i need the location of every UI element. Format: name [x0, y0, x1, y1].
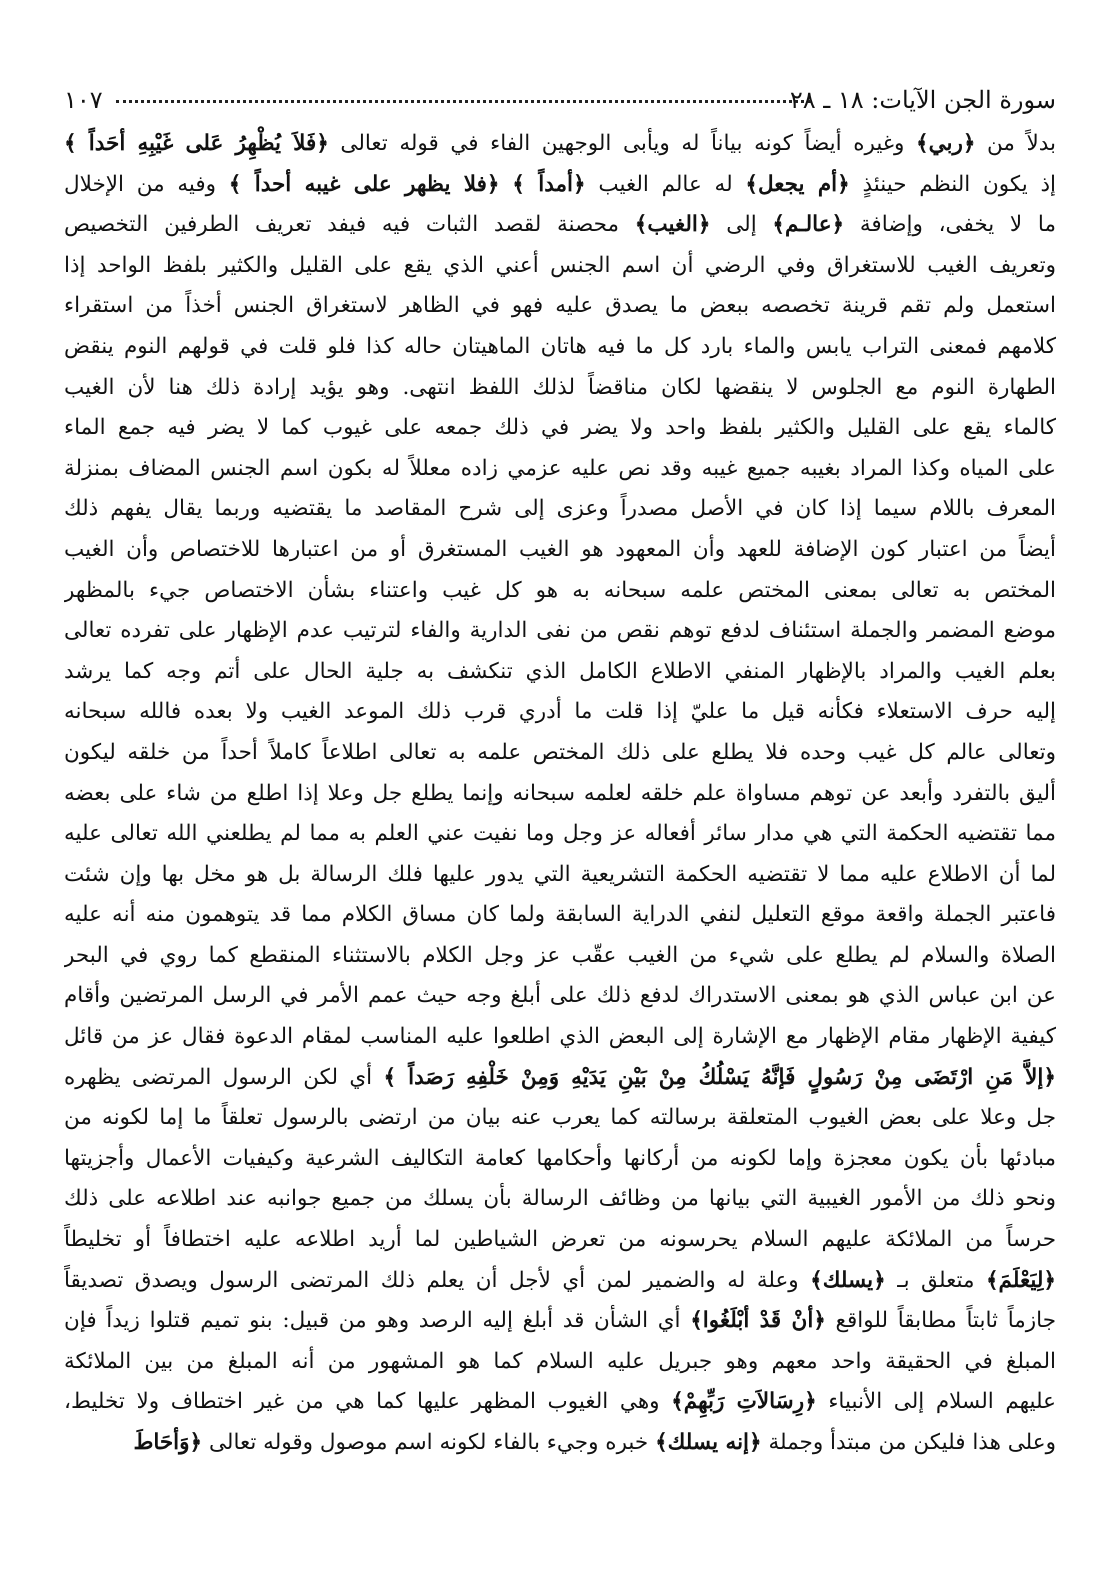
text-line	[64, 692, 1056, 733]
text-line	[64, 408, 1056, 449]
text-run: له عالم الغيب	[585, 171, 746, 197]
text-line	[64, 1058, 1056, 1099]
text-line	[64, 1301, 1056, 1342]
text-run: إذ يكون النظم حينئذٍ	[849, 171, 1056, 197]
text-run: خبره وجيء بالفاء لكونه اسم موصول وقوله تعالى	[202, 1430, 656, 1455]
text-line	[64, 855, 1056, 896]
text-run: فاعتبر الجملة واقعة موقع التعليل لنفي الدراية السابقة ولما كان مساق الكلام مما قد يتوهمون منه أنه عليه	[64, 902, 1056, 928]
quran-quote: ﴿ربي﴾	[915, 131, 976, 156]
text-run: على المياه وكذا المراد بغيبه جميع غيبه وقد نص عليه عزمي زاده معللاً له بكون اسم الجنس المضاف بمنزلة	[64, 455, 1056, 481]
text-run: وهي الغيوب المظهر عليها كما هي من غير اختطاف ولا تخليط،	[64, 1389, 672, 1415]
text-line	[64, 976, 1056, 1017]
text-run: وفيه من الإخلال	[64, 171, 229, 197]
quran-quote: ﴿الغيب﴾	[634, 212, 711, 238]
text-line	[64, 1382, 1056, 1423]
text-line	[64, 571, 1056, 612]
text-run: إليه حرف الاستعلاء فكأنه قيل ما عليّ إذا قلت ما أدري قرب ذلك الموعد الغيب ولا بعده فالله سبحانه	[64, 699, 1056, 725]
text-line	[64, 449, 1056, 490]
text-line	[64, 814, 1056, 855]
text-line	[64, 652, 1056, 693]
text-run: حرساً من الملائكة عليهم السلام يحرسونه من تعرض الشياطين لما أريد اطلاعه عليه اختطافاً أو تخليطاً	[64, 1227, 1056, 1253]
text-line	[64, 124, 1056, 165]
quran-quote: ﴿يسلك﴾	[810, 1267, 886, 1293]
quran-quote: ﴿وَأحَاطَ	[133, 1430, 203, 1455]
text-line	[64, 1261, 1056, 1302]
text-run: كلامهم فمعنى التراب يابس والماء بارد كل ما فيه هاتان الماهيتان حاله كذا فلو قلت في قولهم النوم ينقض	[64, 333, 1056, 359]
text-run: كيفية الإظهار مقام الإظهار مع الإشارة إلى البعض الذي اطلعوا عليه المناسب لمقام الدعوة فقال عز من قائل	[64, 1024, 1056, 1050]
text-run: عليهم السلام إلى الأنبياء	[816, 1389, 1056, 1415]
text-run: ما لا يخفى، وإضافة	[844, 212, 1056, 238]
text-run: وغيره أيضاً كونه بياناً له ويأبى الوجهين الفاء في قوله تعالى	[328, 131, 916, 156]
dot-leader	[116, 100, 811, 103]
quran-quote: ﴿لِيَعْلَمَ﴾	[985, 1267, 1056, 1293]
text-line	[64, 205, 1056, 246]
text-run: مما تقتضيه الحكمة التي هي مدار سائر أفعاله عز وجل وما نفيت عني العلم به مما لم يطلعني الله تعالى عليه	[64, 821, 1056, 847]
text-run: بعلم الغيب والمراد بالإظهار المنفي الاطلاع الكامل الذي تنكشف به جلية الحال على أتم وجه كما يرشد	[64, 658, 1056, 684]
text-line	[64, 611, 1056, 652]
text-run: جل وعلا على بعض الغيوب المتعلقة برسالته كما يعرب عنه بيان من ارتضى بالرسول تعلقاً ما إما لكونه من	[64, 1105, 1056, 1131]
text-line	[64, 774, 1056, 815]
text-run: بدلاً من	[975, 131, 1056, 156]
text-run: كالماء يقع على القليل والكثير بلفظ واحد ولا يضر في ذلك جمعه على غيوب كما لا يضر فيه جمع الماء	[64, 415, 1056, 441]
quran-quote: ﴿إنه يسلك﴾	[655, 1430, 762, 1455]
text-run: استعمل ولم تقم قرينة تخصصه ببعض ما يصدق عليه فهو في الظاهر لاستغراق الجنس أخذاً من استقراء	[64, 293, 1056, 319]
text-run: مبادئها بأن يكون معجزة وإما لكونه من أركانها وأحكامها كعامة التكاليف الشرعية وكيفيات الأعمال وأجزيتها	[64, 1145, 1056, 1171]
text-run: الطهارة النوم مع الجلوس لا ينقضها لكان مناقضاً لذلك اللفظ انتهى. وهو يؤيد إرادة ذلك هنا لأن الغيب	[64, 374, 1056, 400]
text-line	[64, 936, 1056, 977]
text-run	[500, 172, 513, 197]
text-line	[64, 165, 1056, 206]
text-line	[64, 286, 1056, 327]
running-header	[64, 82, 1056, 118]
text-run: جازماً ثابتاً مطابقاً للواقع	[825, 1308, 1056, 1334]
text-run: لما أن الاطلاع عليه مما لا تقتضيه الحكمة التشريعية التي يدور عليها فلك الرسالة بل هو مخل بها وإن شئت	[64, 861, 1056, 887]
text-line	[64, 246, 1056, 287]
quran-quote: ﴿أنْ قَدْ أبْلَغُوا﴾	[690, 1308, 826, 1334]
text-line	[64, 327, 1056, 368]
quran-quote: ﴿فَلاَ يُظْهِرُ عَلى غَيْبِهِ أحَداً ﴾	[64, 131, 329, 156]
body-text	[64, 124, 1056, 1464]
text-line	[64, 489, 1056, 530]
text-line	[64, 1423, 1056, 1464]
text-run: موضع المضمر والجملة استئناف لدفع توهم نقص من نفى الدارية والفاء لترتيب عدم الإظهار على تفرده تعالى	[64, 618, 1056, 644]
quran-quote: ﴿إلاَّ مَنِ ارْتَضَى مِنْ رَسُولٍ فَإنَّهُ يَسْلُكُ مِنْ بَيْنِ يَدَيْهِ وَمِنْ خَلْفِهِ رَصَداً ﴾	[383, 1064, 1056, 1090]
text-run: أليق بالتفرد وأبعد عن توهم مساواة علم خلقه لعلمه سبحانه وإنما يطلع جل وعلا إذا اطلع من شاء على بعضه	[64, 780, 1056, 806]
text-line	[64, 1179, 1056, 1220]
text-line	[64, 530, 1056, 571]
text-run: وتعريف الغيب للاستغراق وفي الرضي أن اسم الجنس أعني الذي يقع على القليل والكثير بلفظ الواحد إذا	[64, 252, 1056, 278]
quran-quote: ﴿رِسَالاَتِ رَبِّهِمْ﴾	[671, 1389, 817, 1415]
text-line	[64, 1220, 1056, 1261]
text-line	[64, 1139, 1056, 1180]
text-run: ونحو ذلك من الأمور الغيبية التي بيانها من وظائف الرسالة بأن يسلك من جميع جوانبه عند اطلاعه على ذلك	[64, 1186, 1056, 1212]
text-line	[64, 368, 1056, 409]
text-run: وتعالى عالم كل غيب وحده فلا يطلع على ذلك المختص علمه به تعالى اطلاعاً كاملاً أحداً من خلقه ليكون	[64, 739, 1056, 765]
quran-quote: ﴿أمداً ﴾	[512, 171, 586, 197]
text-run: أي لكن الرسول المرتضى يظهره	[64, 1064, 384, 1090]
text-run: المعرف باللام سيما إذا كان في الأصل مصدراً وعزى إلى شرح المقاصد ما يقتضيه وربما يقال يفهم ذلك	[64, 496, 1056, 522]
header-title: سورة الجن الآيات: ١٨ ـ ٢٨	[789, 86, 1056, 114]
text-run: المختص به تعالى بمعنى المختص علمه سبحانه به هو كل غيب واعتناء بشأن الاختصاص جيء بالمظهر	[64, 577, 1056, 603]
text-run: وعلى هذا فليكن من مبتدأ وجملة	[761, 1430, 1056, 1455]
text-run: محصنة لقصد الثبات فيه فيفد تعريف الطرفين التخصيص	[64, 212, 635, 238]
text-line	[64, 733, 1056, 774]
quran-quote: ﴿عالـم﴾	[772, 212, 845, 238]
text-run: أي الشأن قد أبلغ إليه الرصد وهو من قبيل: بنو تميم قتلوا زيداً فإن	[64, 1308, 691, 1334]
page-number: ١٠٧	[64, 86, 103, 114]
text-run: وعلة له والضمير لمن أي لأجل أن يعلم ذلك المرتضى الرسول ويصدق تصديقاً	[64, 1267, 811, 1293]
text-line	[64, 1098, 1056, 1139]
text-run: متعلق بـ	[885, 1267, 986, 1293]
quran-quote: ﴿فلا يظهر على غيبه أحداً ﴾	[228, 171, 500, 197]
text-line	[64, 1017, 1056, 1058]
text-line	[64, 1342, 1056, 1383]
text-run: أيضاً من اعتبار كون الإضافة للعهد وأن المعهود هو الغيب المستغرق أو من اعتبارها للاختصاص وأن الغيب	[64, 536, 1056, 562]
text-run: المبلغ في الحقيقة واحد معهم وهو جبريل عليه السلام كما هو المشهور من أنه المبلغ من بين الملائكة	[64, 1348, 1056, 1374]
text-line	[64, 895, 1056, 936]
text-run: عن ابن عباس الذي هو بمعنى الاستدراك لدفع ذلك على أبلغ وجه حيث عمم الأمر في الرسل المرتضين وأقام	[64, 983, 1056, 1009]
quran-quote: ﴿أم يجعل﴾	[745, 171, 850, 197]
text-run: الصلاة والسلام لم يطلع على شيء من الغيب عقّب عز وجل الكلام بالاستثناء المنقطع كما روي في البحر	[64, 942, 1056, 968]
text-run: إلى	[710, 212, 773, 238]
